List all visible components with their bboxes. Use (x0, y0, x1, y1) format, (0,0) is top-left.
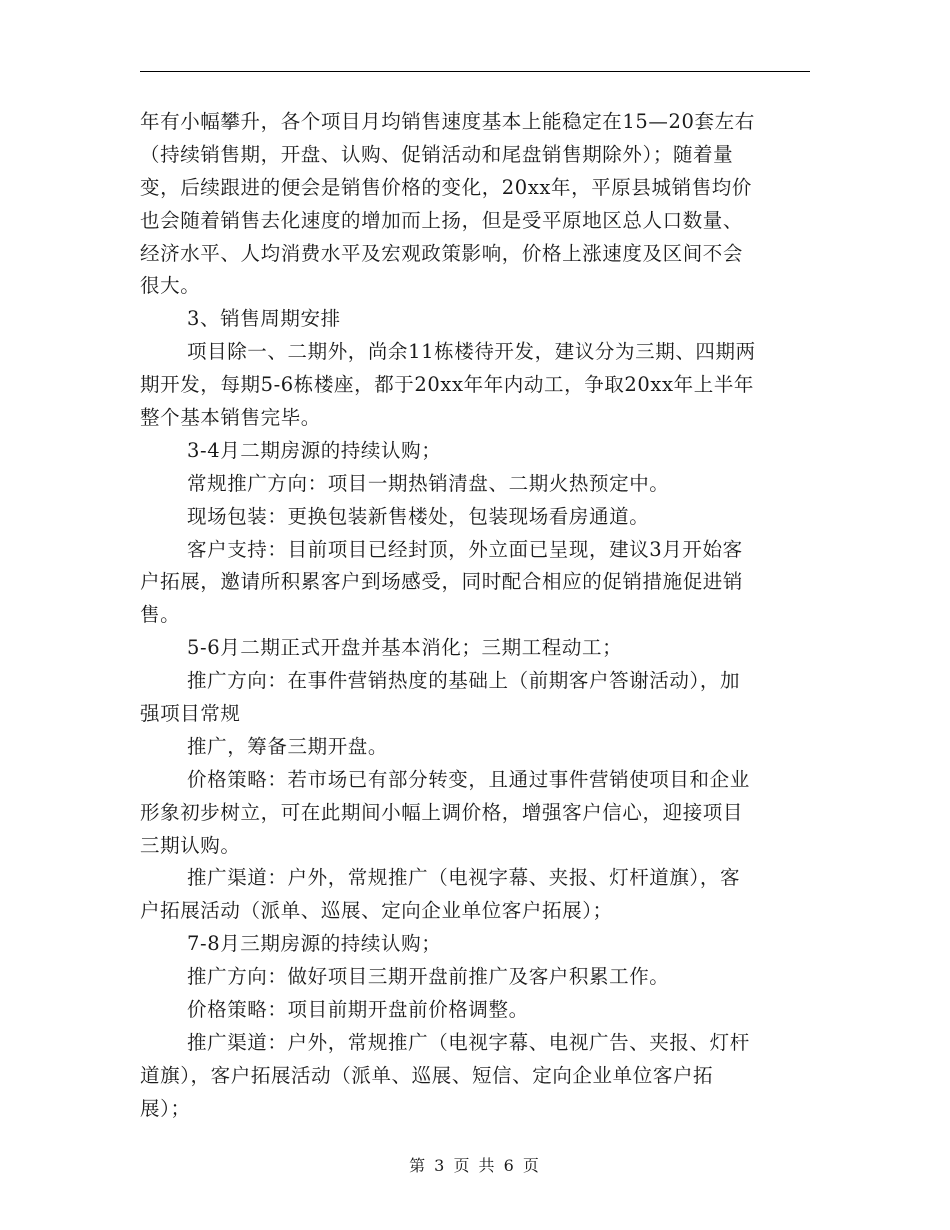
header-rule (140, 71, 810, 72)
body-line: 推广方向：做好项目三期开盘前推广及客户积累工作。 (187, 965, 670, 989)
body-line: 客户支持：目前项目已经封顶，外立面已呈现，建议3月开始客 (187, 537, 743, 561)
body-line: 3-4月二期房源的持续认购； (187, 438, 442, 462)
body-line: （持续销售期，开盘、认购、促销活动和尾盘销售期除外）；随着量 (140, 142, 734, 166)
body-line: 变，后续跟进的便会是销售价格的变化，20xx年，平原县城销售均价 (140, 175, 753, 199)
body-line: 也会随着销售去化速度的增加而上扬，但是受平原地区总人口数量、 (140, 208, 744, 232)
body-line: 年有小幅攀升，各个项目月均销售速度基本上能稳定在15—20套左右 (140, 110, 755, 133)
body-line: 强项目常规 (140, 702, 241, 726)
body-line: 现场包装：更换包装新售楼处，包装现场看房通道。 (187, 504, 650, 528)
body-line: 形象初步树立，可在此期间小幅上调价格，增强客户信心，迎接项目 (140, 800, 744, 824)
body-line: 价格策略：若市场已有部分转变，且通过事件营销使项目和企业 (187, 767, 750, 791)
document-body (140, 106, 812, 1126)
body-line: 3、销售周期安排 (187, 307, 341, 331)
body-line: 户拓展活动（派单、巡展、定向企业单位客户拓展）； (140, 899, 613, 923)
body-line: 推广，筹备三期开盘。 (187, 734, 389, 758)
body-line: 经济水平、人均消费水平及宏观政策影响，价格上涨速度及区间不会 (140, 241, 744, 265)
body-line: 项目除一、二期外，尚余11栋楼待开发，建议分为三期、四期两 (187, 340, 756, 364)
body-line: 售。 (140, 603, 181, 627)
body-line: 推广渠道：户外，常规推广（电视字幕、夹报、灯杆道旗），客 (187, 866, 741, 890)
body-line: 展）； (140, 1096, 191, 1120)
page-footer: 第 3 页 共 6 页 (409, 1156, 541, 1175)
body-line: 价格策略：项目前期开盘前价格调整。 (187, 998, 529, 1022)
body-line: 5-6月二期正式开盘并基本消化；三期工程动工； (187, 636, 623, 660)
body-line: 推广渠道：户外，常规推广（电视字幕、电视广告、夹报、灯杆 (187, 1030, 750, 1054)
body-line: 很大。 (140, 274, 201, 298)
body-line: 7-8月三期房源的持续认购； (187, 932, 442, 956)
body-line: 推广方向：在事件营销热度的基础上（前期客户答谢活动），加 (187, 669, 741, 693)
body-line: 户拓展，邀请所积累客户到场感受，同时配合相应的促销措施促进销 (140, 570, 744, 594)
body-line: 道旗），客户拓展活动（派单、巡展、短信、定向企业单位客户拓 (140, 1063, 714, 1087)
body-line: 期开发，每期5-6栋楼座，都于20xx年年内动工，争取20xx年上半年 (140, 373, 755, 397)
body-line: 整个基本销售完毕。 (140, 406, 321, 430)
body-line: 三期认购。 (140, 833, 241, 857)
body-line: 常规推广方向：项目一期热销清盘、二期火热预定中。 (187, 471, 670, 495)
